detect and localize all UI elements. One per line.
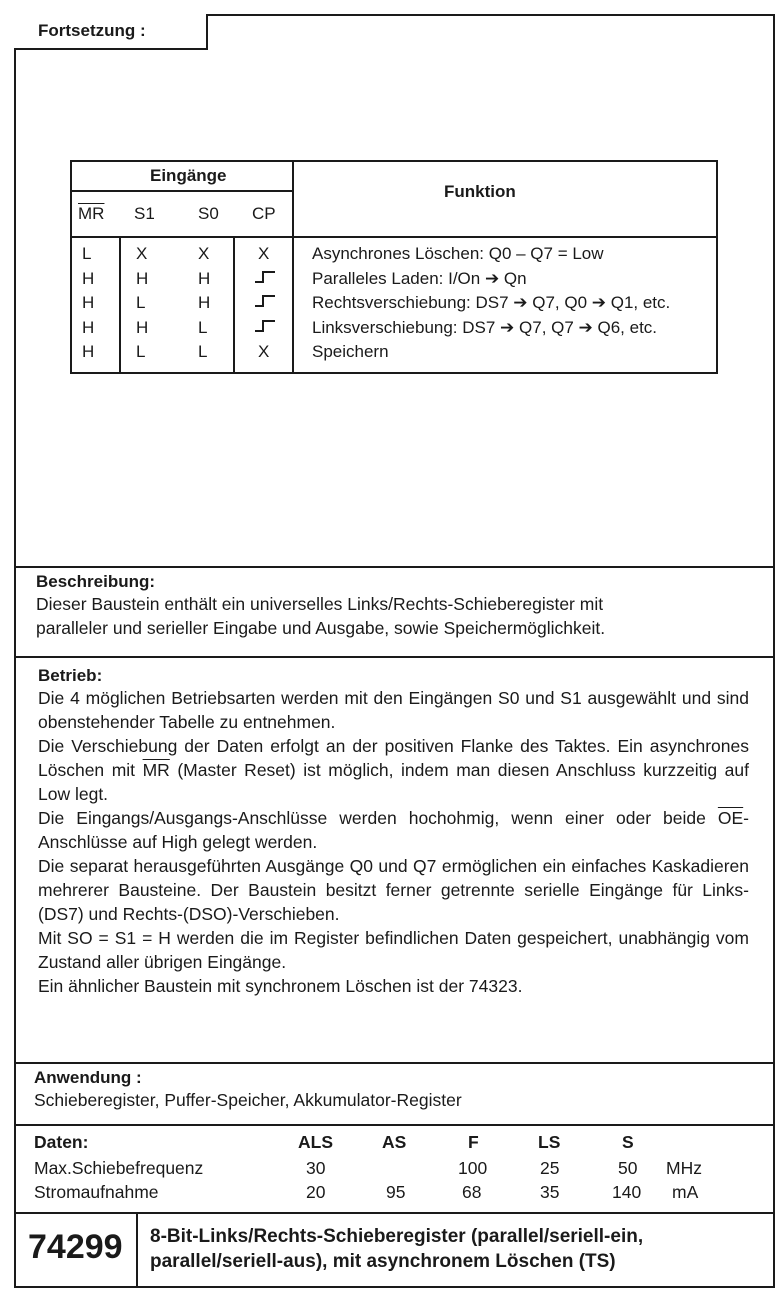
operation-text: (Master Reset) ist möglich, indem man diesen Anschluss kurzzeitig auf Low legt. [38,760,750,804]
data-value: 140 [612,1182,642,1202]
application-title: Anwendung : [34,1068,142,1087]
family-ls: LS [538,1132,561,1152]
cell-function: Paralleles Laden: I/On ➔ Qn [312,268,527,288]
data-row-label: Max.Schiebefrequenz [34,1158,204,1178]
table-divider [233,236,235,372]
operation-paragraph: Die 4 möglichen Betriebsarten werden mit den Eingängen S0 und S1 ausgewählt und sind obenstehender Tabelle zu entnehmen. [38,688,749,732]
data-title: Daten: [34,1132,89,1152]
data-row-label: Stromaufnahme [34,1182,159,1202]
cell-s0: X [198,244,210,263]
inputs-group-header: Eingänge [150,166,227,185]
data-unit: mA [672,1182,699,1202]
description-line: paralleler und serieller Eingabe und Ausgabe, sowie Speichermöglichkeit. [36,618,606,638]
cell-mr: H [82,268,95,288]
cell-function: Rechtsverschiebung: DS7 ➔ Q7, Q0 ➔ Q1, etc. [312,293,671,312]
operation-paragraph: Die separat herausgeführten Ausgänge Q0 und Q7 ermöglichen ein einfaches Kaskadieren mehrerer Bausteine. Der Baustein besitzt ferner getrennte serielle Eingänge für Links-(DS7) und Rechts-(DSO)-Verschieben. [38,856,749,924]
family-f: F [468,1132,479,1152]
data-value: 50 [618,1158,638,1178]
description-title: Beschreibung: [36,572,156,591]
data-value: 100 [458,1158,488,1178]
operation-section [16,656,773,1062]
cell-function: Speichern [312,342,389,361]
oe-signal: $\overline{OE}$ [717,808,744,828]
operation-text: -Anschlüsse auf High gelegt werden. [38,808,749,852]
cell-cp: X [258,342,270,361]
cell-function: Asynchrones Löschen: Q0 – Q7 = Low [312,244,604,263]
description-line: Dieser Baustein enthält ein universelles Links/Rechts-Schieberegister mit [36,594,604,614]
cell-s0: H [198,293,211,312]
cell-s0: L [198,342,208,361]
cell-cp: X [258,244,270,263]
cell-s1: X [136,244,148,263]
data-value: 30 [306,1158,326,1178]
family-s: S [622,1132,634,1152]
operation-paragraph [38,806,749,854]
data-unit: MHz [666,1158,702,1178]
operation-paragraph [38,734,749,806]
data-value: 68 [462,1182,482,1202]
operation-paragraph: Ein ähnlicher Baustein mit synchronem Löschen ist der 74323. [38,976,523,996]
cell-s1: L [136,293,146,312]
cell-mr: H [82,342,95,361]
cell-mr: H [82,317,95,337]
data-value: 25 [540,1158,560,1178]
cell-s0: L [198,317,208,337]
operation-title: Betrieb: [38,666,103,685]
column-header-s1: S1 [134,204,155,223]
cell-mr: H [82,293,95,312]
cell-s0: H [198,268,211,288]
cell-s1: H [136,317,149,337]
data-value: 20 [306,1182,326,1202]
operation-text: Die Eingangs/Ausgangs-Anschlüsse werden hochohmig, wenn einer oder beide [38,808,718,828]
column-header-mr: $\overline{MR}$ [78,204,105,223]
rising-edge-icon [254,293,276,313]
application-text: Schieberegister, Puffer-Speicher, Akkumulator-Register [34,1090,462,1110]
column-header-s0: S0 [198,204,219,223]
mr-signal: $\overline{MR}$ [142,760,170,780]
part-title-line: 8-Bit-Links/Rechts-Schieberegister (parallel/seriell-ein, [150,1226,644,1247]
cell-s1: H [136,268,149,288]
continuation-tab: Fortsetzung : [14,14,208,50]
column-header-cp: CP [252,204,276,223]
function-table [70,160,718,374]
data-section [16,1124,773,1212]
data-value: 95 [386,1182,406,1202]
operation-paragraph: Mit SO = S1 = H werden die im Register befindlichen Daten gespeichert, unabhängig vom Zustand aller übrigen Eingänge. [38,928,749,972]
part-number: 74299 [16,1214,138,1288]
cell-mr: L [82,244,92,263]
family-as: AS [382,1132,407,1152]
part-footer [16,1212,773,1286]
operation-text: Die Verschiebung der Daten erfolgt an der positiven Flanke des Taktes. Ein asynchrones Löschen mit [38,736,749,780]
table-divider [292,162,294,372]
description-section [16,566,773,656]
part-title-line: parallel/seriell-aus), mit asynchronem Löschen (TS) [150,1251,616,1272]
function-header: Funktion [444,182,516,201]
table-divider [72,236,716,238]
rising-edge-icon [254,318,276,338]
application-section [16,1062,773,1124]
table-divider [72,190,292,192]
table-divider [119,236,121,372]
cell-function: Linksverschiebung: DS7 ➔ Q7, Q7 ➔ Q6, etc. [312,317,658,337]
rising-edge-icon [254,269,276,289]
part-title [150,1224,770,1274]
cell-s1: L [136,342,146,361]
data-value: 35 [540,1182,560,1202]
family-als: ALS [298,1132,333,1152]
